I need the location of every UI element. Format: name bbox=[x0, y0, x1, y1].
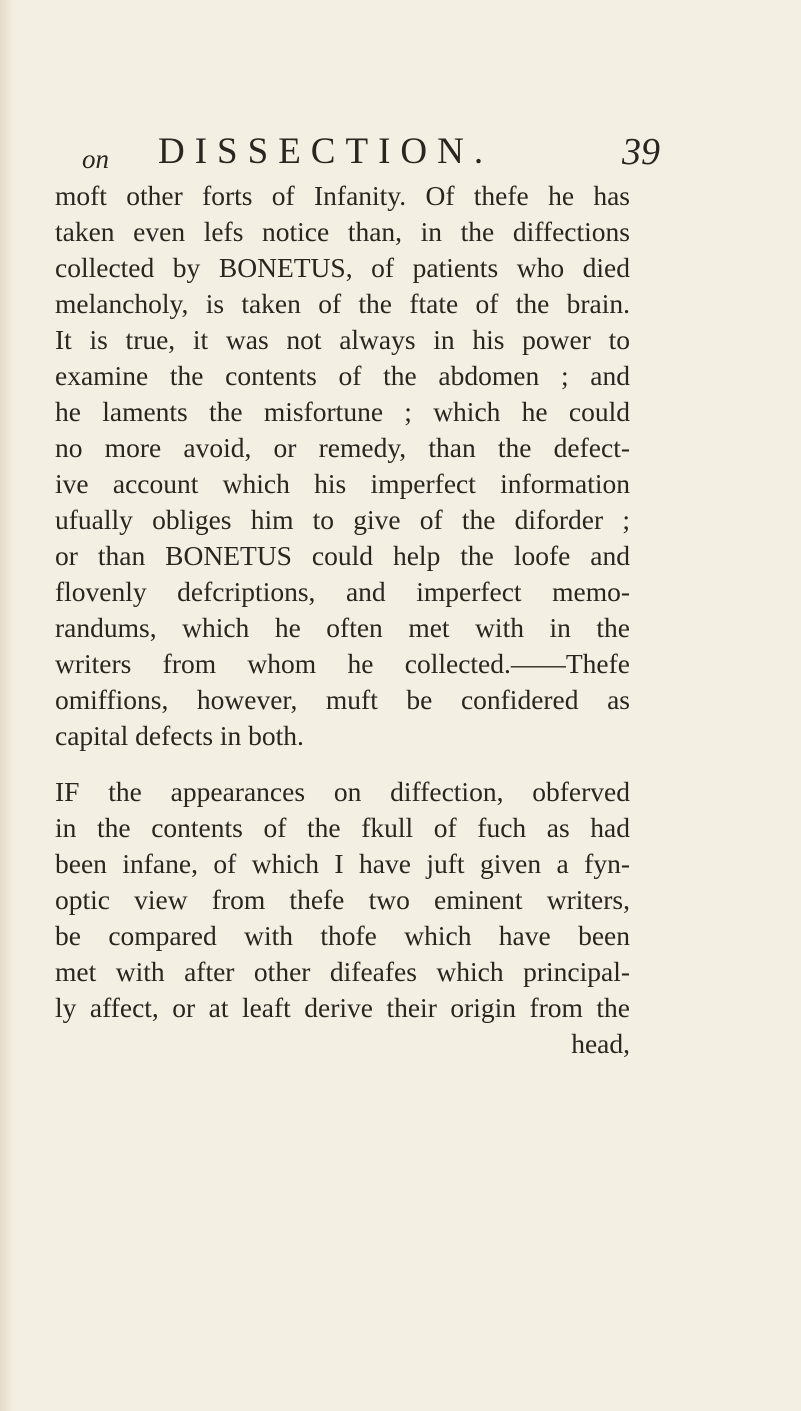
paragraph-gap bbox=[55, 754, 630, 774]
text-line: in the contents of the fkull of fuch as had bbox=[55, 812, 630, 843]
header-prefix: on bbox=[82, 144, 109, 174]
page-edge bbox=[0, 0, 14, 1411]
text-line: or than BONETUS could help the loofe and bbox=[55, 540, 630, 571]
text-line: taken even lefs notice than, in the diffections bbox=[55, 216, 630, 247]
text-line: ufually obliges him to give of the diforder ; bbox=[55, 504, 630, 535]
text-line: collected by BONETUS, of patients who died bbox=[55, 252, 630, 283]
text-line: It is true, it was not always in his power to bbox=[55, 324, 630, 355]
text-line: melancholy, is taken of the ftate of the brain. bbox=[55, 288, 630, 319]
text-line: he laments the misfortune ; which he could bbox=[55, 396, 630, 427]
text-line: ly affect, or at leaft derive their origin from the bbox=[55, 992, 630, 1023]
text-line: examine the contents of the abdomen ; and bbox=[55, 360, 630, 391]
text-line: ive account which his imperfect information bbox=[55, 468, 630, 499]
text-line: been infane, of which I have juft given a fyn- bbox=[55, 848, 630, 879]
text-line: be compared with thofe which have been bbox=[55, 920, 630, 951]
header-title: DISSECTION. bbox=[158, 131, 494, 172]
text-line: randums, which he often met with in the bbox=[55, 612, 630, 643]
text-line: optic view from thefe two eminent writers, bbox=[55, 884, 630, 915]
text-line: no more avoid, or remedy, than the defect- bbox=[55, 432, 630, 463]
page-number: 39 bbox=[622, 131, 660, 173]
running-header bbox=[82, 130, 672, 174]
text-line: met with after other difeafes which principal- bbox=[55, 956, 630, 987]
text-line: flovenly defcriptions, and imperfect memo- bbox=[55, 576, 630, 607]
catchword: head, bbox=[571, 1028, 630, 1059]
text-line: moft other forts of Infanity. Of thefe he has bbox=[55, 180, 630, 211]
text-line: writers from whom he collected.——Thefe bbox=[55, 648, 630, 679]
text-line: IF the appearances on diffection, obferved bbox=[55, 776, 630, 807]
paragraph-1 bbox=[55, 178, 630, 754]
text-line: capital defects in both. bbox=[55, 720, 304, 751]
paragraph-2 bbox=[55, 774, 630, 1062]
body-text bbox=[55, 178, 630, 1062]
text-line: omiffions, however, muft be confidered as bbox=[55, 684, 630, 715]
